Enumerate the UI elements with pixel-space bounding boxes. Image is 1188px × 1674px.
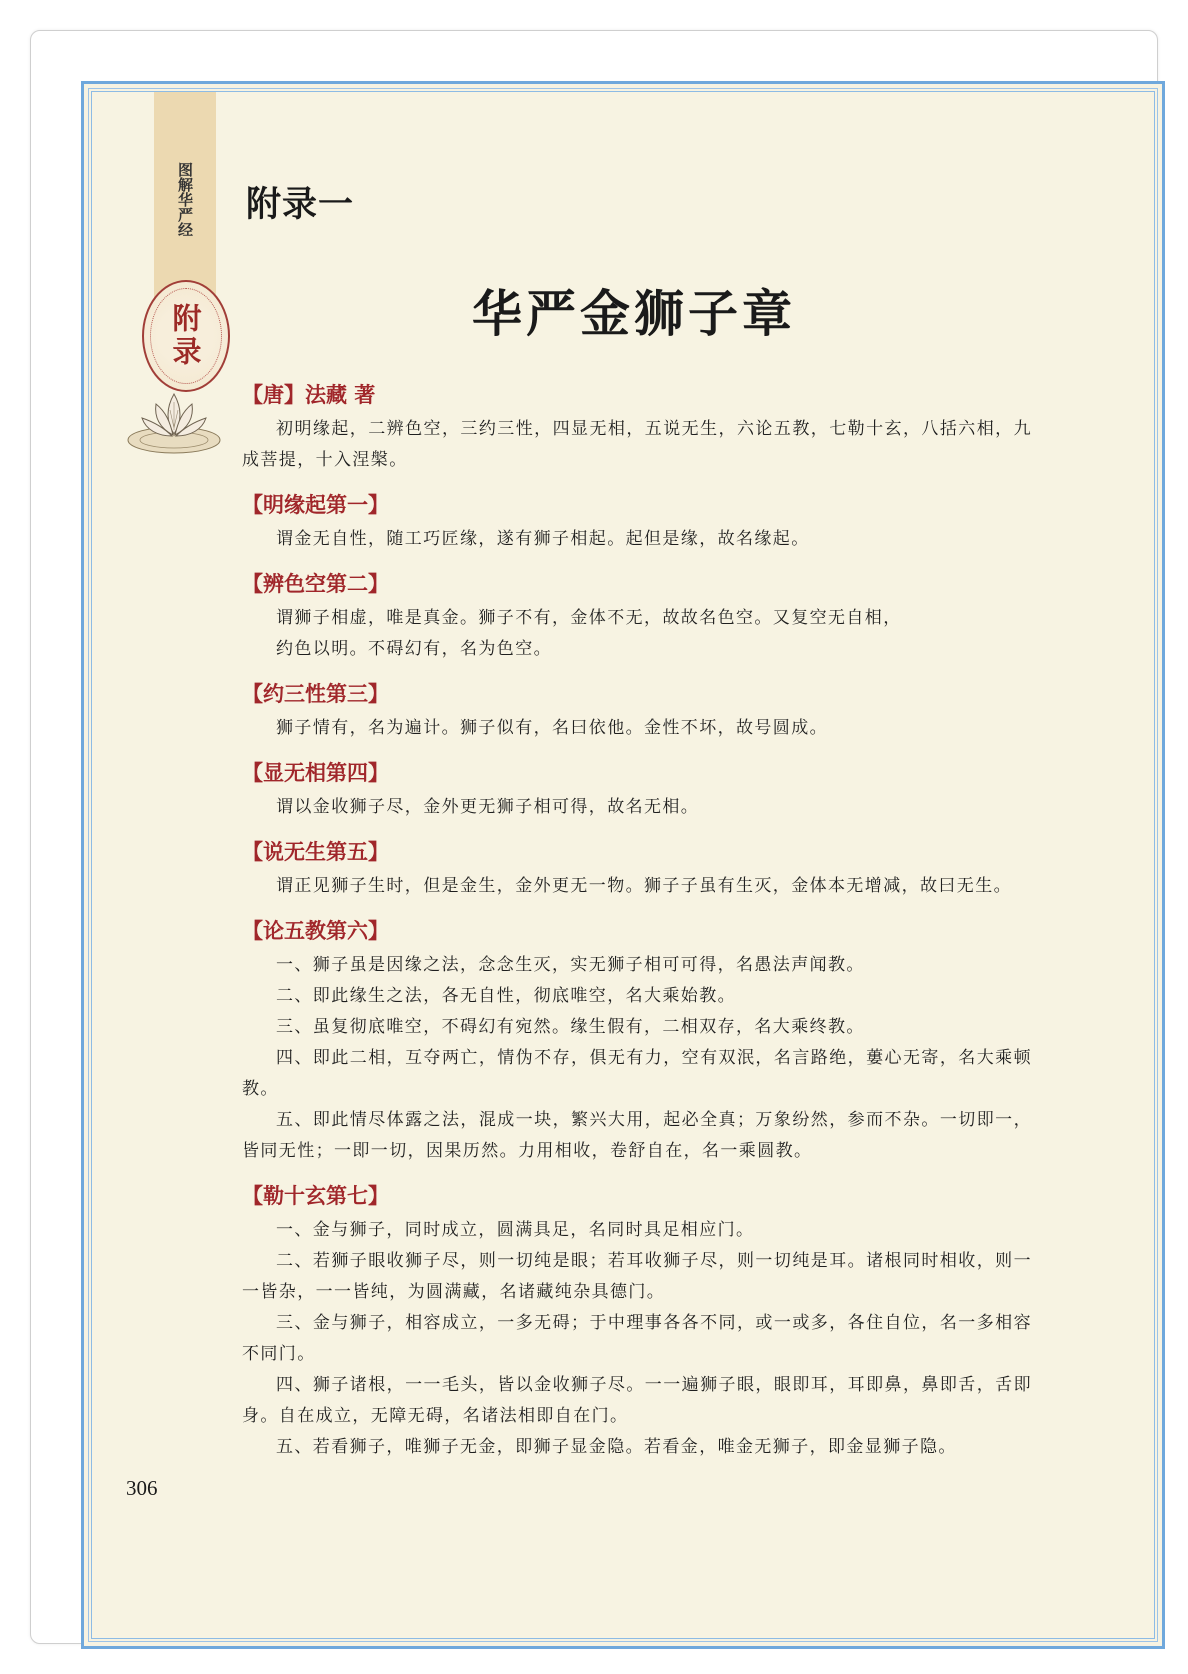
lotus-icon xyxy=(126,382,222,456)
section-paragraph: 一、金与狮子，同时成立，圆满具足，名同时具足相应门。 xyxy=(276,1220,755,1240)
section-heading: 【辨色空第二】 xyxy=(242,572,389,596)
section-paragraph: 五、即此情尽体露之法，混成一块，繁兴大用，起必全真；万象纷然，参而不杂。一切即一，皆同无性；一即一切，因果历然。力用相收，卷舒自在，名一乘圆教。 xyxy=(242,1110,1032,1161)
section-paragraph: 四、狮子诸根，一一毛头，皆以金收狮子尽。一一遍狮子眼，眼即耳，耳即鼻，鼻即舌，舌即身。自在成立，无障无碍，名诸法相即自在门。 xyxy=(242,1375,1032,1426)
appendix-seal xyxy=(142,280,230,392)
section-paragraph: 二、若狮子眼收狮子尽，则一切纯是眼；若耳收狮子尽，则一切纯是耳。诸根同时相收，则一一皆杂，一一皆纯，为圆满藏，名诸藏纯杂具德门。 xyxy=(242,1251,1032,1302)
section-paragraph: 谓狮子相虚，唯是真金。狮子不有，金体不无，故故名色空。又复空无自相， xyxy=(276,608,902,628)
section-paragraph: 约色以明。不碍幻有，名为色空。 xyxy=(276,639,552,659)
page-outer xyxy=(30,30,1158,1644)
book-title: 图解华严经 xyxy=(176,161,194,237)
section-paragraph: 谓正见狮子生时，但是金生，金外更无一物。狮子子虽有生灭，金体本无增减，故曰无生。 xyxy=(276,876,1012,896)
section-paragraph: 狮子情有，名为遍计。狮子似有，名曰依他。金性不坏，故号圆成。 xyxy=(276,718,828,738)
section-paragraph: 三、虽复彻底唯空，不碍幻有宛然。缘生假有，二相双存，名大乘终教。 xyxy=(276,1017,865,1037)
section-paragraph: 二、即此缘生之法，各无自性，彻底唯空，名大乘始教。 xyxy=(276,986,736,1006)
section-paragraph: 三、金与狮子，相容成立，一多无碍；于中理事各各不同，或一或多，各住自位，名一多相容不同门。 xyxy=(242,1313,1032,1364)
section-paragraph: 初明缘起，二辨色空，三约三性，四显无相，五说无生，六论五教，七勒十玄，八括六相，九成菩提，十入涅槃。 xyxy=(242,419,1032,470)
section-heading: 【明缘起第一】 xyxy=(242,493,389,517)
section-heading: 【约三性第三】 xyxy=(242,682,389,706)
section-heading: 【勒十玄第七】 xyxy=(242,1184,389,1208)
section-heading: 【说无生第五】 xyxy=(242,840,389,864)
section-paragraph: 四、即此二相，互夺两亡，情伪不存，俱无有力，空有双泯，名言路绝，蔞心无寄，名大乘顿教。 xyxy=(242,1048,1032,1099)
section-heading: 【显无相第四】 xyxy=(242,761,389,785)
section-paragraph: 谓金无自性，随工巧匠缘，遂有狮子相起。起但是缘，故名缘起。 xyxy=(276,529,810,549)
section-heading: 【唐】法藏 著 xyxy=(242,383,376,407)
main-title: 华严金狮子章 xyxy=(472,284,796,343)
section-paragraph: 五、若看狮子，唯狮子无金，即狮子显金隐。若看金，唯金无狮子，即金显狮子隐。 xyxy=(276,1437,957,1457)
section-heading: 【论五教第六】 xyxy=(242,919,389,943)
seal-text: 附录 xyxy=(168,303,203,369)
appendix-title: 附录一 xyxy=(246,185,355,225)
page-number: 306 xyxy=(126,1476,158,1500)
page-frame xyxy=(81,81,1165,1649)
text-body xyxy=(242,380,1032,1463)
section-paragraph: 谓以金收狮子尽，金外更无狮子相可得，故名无相。 xyxy=(276,797,700,817)
section-paragraph: 一、狮子虽是因缘之法，念念生灭，实无狮子相可可得，名愚法声闻教。 xyxy=(276,955,865,975)
